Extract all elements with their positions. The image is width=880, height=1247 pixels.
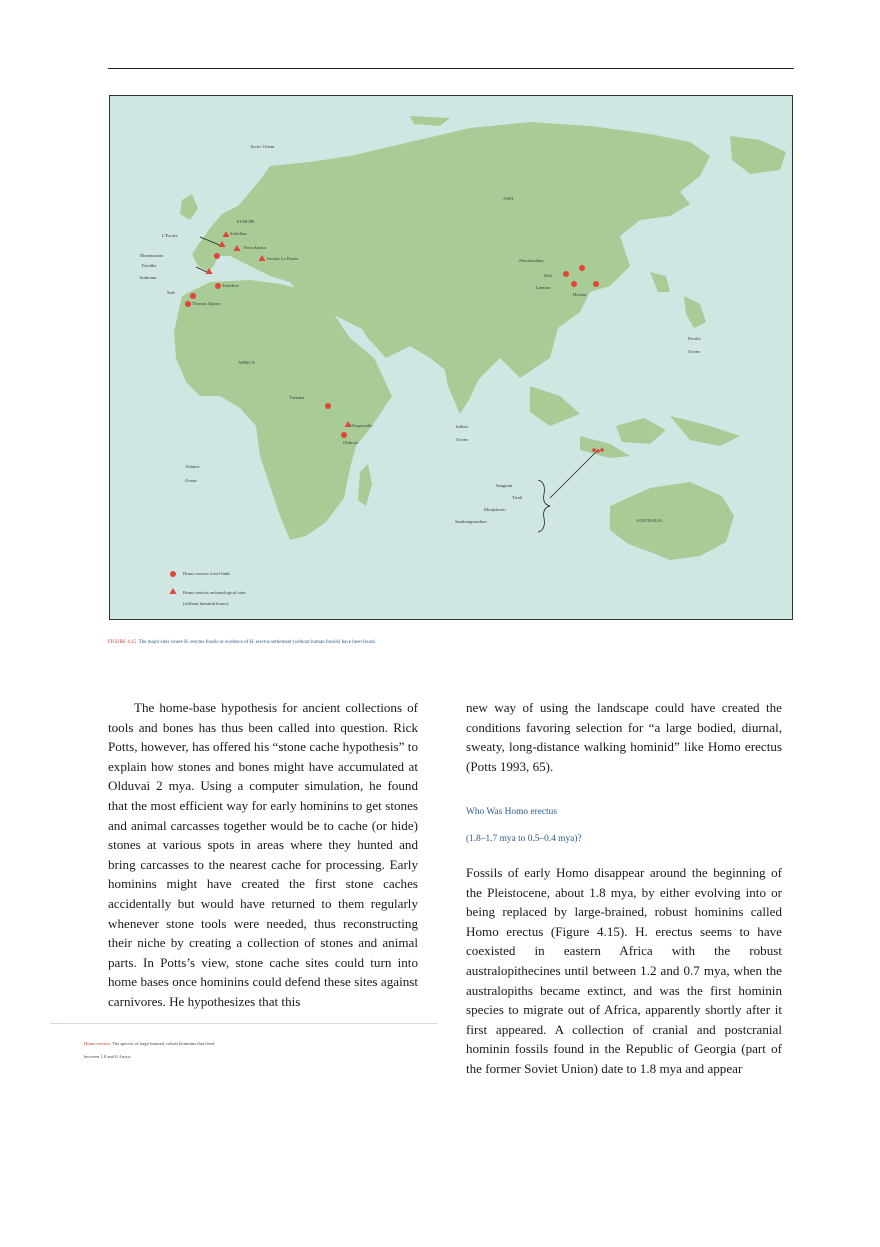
fossil-marker <box>214 253 220 259</box>
glossary-definition-2: between 1.8 and 0.4 mya. <box>84 1054 132 1059</box>
fossil-marker <box>325 403 331 409</box>
label-atlantic-1: Atlantic <box>185 464 200 469</box>
label-hexian: Hexian <box>573 292 587 297</box>
label-lescale: L'Escale <box>162 233 178 238</box>
right-column-bottom <box>466 863 782 1079</box>
label-pacific-1: Pacific <box>688 336 701 341</box>
fossil-marker <box>592 448 596 452</box>
caption-text: The major sites where H. erectus fossils or evidence of H. erectus settlement (without human fossils) have been found. <box>138 640 376 645</box>
label-modjokerto: Modjokerto <box>484 507 506 512</box>
label-zhoukoudian: Zhoukoudian <box>519 258 544 263</box>
fossil-marker <box>215 283 221 289</box>
fossil-marker <box>571 281 577 287</box>
label-olorgesailie: Olorgesailie <box>350 423 373 428</box>
figure-caption <box>108 640 376 645</box>
glossary-definition-1: The species of large-brained, robust hominins that lived <box>111 1041 215 1046</box>
fossil-marker <box>190 293 196 299</box>
label-sambungmachan: Sambungmachan <box>455 519 487 524</box>
right-column-top <box>466 698 782 776</box>
label-pacific-2: Ocean <box>688 349 700 354</box>
world-map <box>109 95 793 620</box>
fossil-marker <box>596 449 600 453</box>
fossil-marker <box>185 301 191 307</box>
label-terralba: Terralba <box>141 263 157 268</box>
label-thomas-quarry: Thomas Quarry <box>192 301 221 306</box>
left-paragraph: The home-base hypothesis for ancient collections of tools and bones has thus been called into question. Rick Potts, however, has offered his “stone cache hypothesis” to explain how stones and bones might have accumulated at Olduvai 2 mya. Using a computer simulation, he found that the most efficient way for early hominins to get stones and animal carcasses together would be to cache (or hide) stones at various spots in areas where they hunted and bring carcasses to the nearest cache for processing. Early hominins might have created the first stone caches accidentally but would have returned to them regularly whenever stone tools were needed, thus reconstructing their niche by creating a collection of stones and animal parts. In Potts’s view, stone cache sites could turn into home bases once hominins could defend these sites against carnivores. He hypothesizes that this <box>108 700 418 1009</box>
glossary-entry: Homo erectus: The species of large-brained, robust hominins that lived between 1.8 and 0.4 mya. <box>84 1041 215 1059</box>
glossary-separator <box>50 1023 438 1024</box>
label-dali: Dali <box>544 273 552 278</box>
map-graphic <box>110 96 793 620</box>
label-sangiran: Sangiran <box>496 483 513 488</box>
header-rule <box>108 68 794 69</box>
label-arctic-ocean: Arctic Ocean <box>250 144 275 149</box>
label-montmaurin: Montmaurin <box>140 253 163 258</box>
label-isernia: Isernia La Pineta <box>267 256 299 261</box>
right-paragraph-1: new way of using the landscape could have created the conditions favoring selection for “a large bodied, diurnal, sweaty, long-distance walking hominid” like Homo erectus (Potts 1993, 65). <box>466 700 782 774</box>
label-indian-2: Ocean <box>456 437 468 442</box>
label-lantian: Lantian <box>536 285 551 290</box>
left-column <box>108 698 418 1012</box>
label-turkana: Turkana <box>289 395 305 400</box>
label-indian-1: Indian <box>456 424 468 429</box>
fossil-marker <box>593 281 599 287</box>
fossil-marker <box>563 271 569 277</box>
label-europe: EUROPE <box>237 219 255 224</box>
label-asia: ASIA <box>503 196 514 201</box>
fossil-marker <box>579 265 585 271</box>
label-ambrona: Ambrona <box>139 275 157 280</box>
label-terra-amata: Terra Amata <box>243 245 266 250</box>
label-africa: AFRICA <box>238 360 255 365</box>
legend-fossil-label: Homo erectus fossil finds <box>183 571 231 576</box>
right-paragraph-2: Fossils of early Homo disappear around the beginning of the Pleistocene, about 1.8 mya, by either evolving into or being replaced by large-brained, robust hominins called Homo erectus (Figure 4.15). H. erectus seems to have coexisted in eastern Africa with the robust australopithecines until between 1.2 and 0.7 mya, when the australopiths became extinct, and was the first hominin species to migrate out of Africa, apparently shortly after it first appeared. A collection of cranial and postcranial hominin fossils found in the Republic of Georgia (part of the former Soviet Union) date to 1.8 mya and appear <box>466 865 782 1076</box>
glossary-term: Homo erectus <box>84 1041 110 1046</box>
label-soleilhac: Soleilhac <box>230 231 248 236</box>
label-australia: AUSTRALIA <box>636 518 663 523</box>
legend-fossil-marker <box>170 571 176 577</box>
section-heading-line-1: Who Was Homo erectus <box>466 807 557 817</box>
legend-arch-label-2: (without hominid bones) <box>183 601 229 606</box>
label-sale: Sale <box>167 290 175 295</box>
label-atlantic-2: Ocean <box>185 478 197 483</box>
fossil-marker <box>600 448 604 452</box>
figure-number: FIGURE 4.15 <box>108 640 137 645</box>
section-heading-line-2: (1.8–1.7 mya to 0.5–0.4 mya)? <box>466 834 582 844</box>
legend-arch-label-1: Homo erectus archaeological sites <box>183 590 246 595</box>
label-olduvai: Olduvai <box>343 440 358 445</box>
fossil-marker <box>341 432 347 438</box>
label-trinil: Trinil <box>512 495 523 500</box>
label-ternifine: Ternifine <box>222 283 239 288</box>
